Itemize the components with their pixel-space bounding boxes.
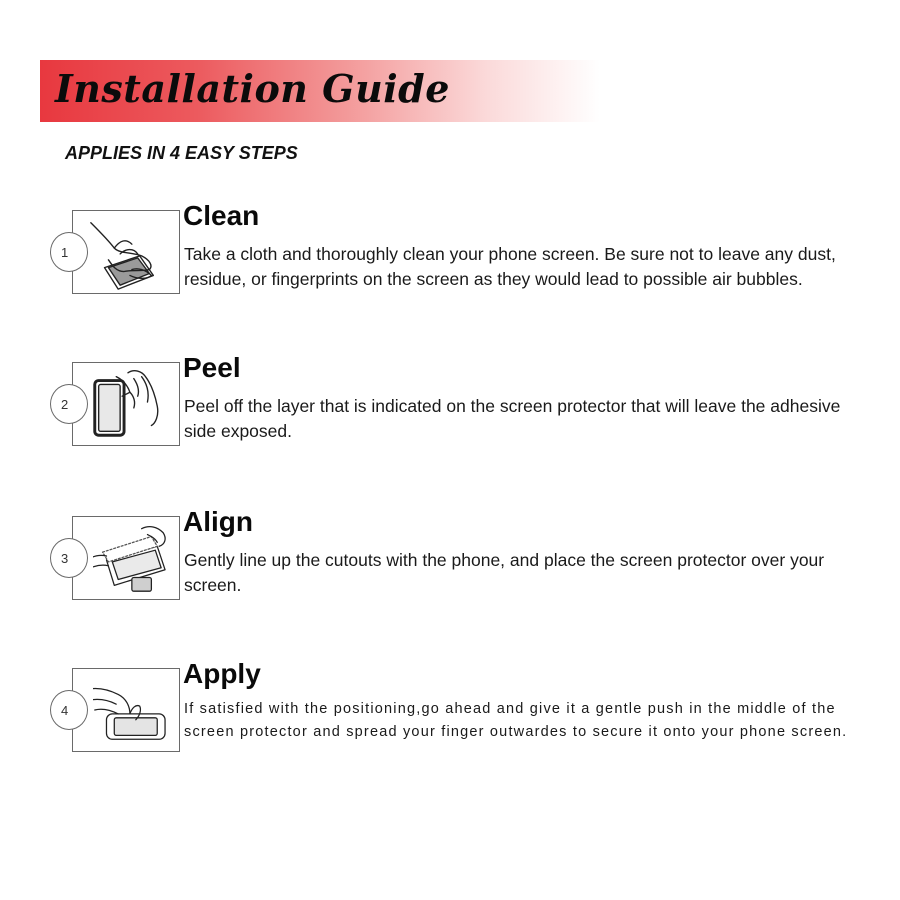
step-title: Apply xyxy=(183,658,261,689)
page-subtitle: APPLIES IN 4 EASY STEPS xyxy=(65,143,298,163)
step-title: Align xyxy=(183,506,253,537)
page-title: Installation Guide xyxy=(55,66,450,111)
step-number-badge: 3 xyxy=(50,538,88,578)
step-description: If satisfied with the positioning,go ahead and give it a gentle push in the middle of the screen protector and spread your finger outwardes to secure it onto your phone screen. xyxy=(184,701,848,740)
step-number-badge: 2 xyxy=(50,384,88,424)
step-description: Peel off the layer that is indicated on the screen protector that will leave the adhesive side exposed. xyxy=(184,396,841,441)
step-title: Clean xyxy=(183,200,260,231)
step-description: Take a cloth and thoroughly clean your phone screen. Be sure not to leave any dust, residue, or fingerprints on the screen as they would lead to possible air bubbles. xyxy=(184,244,836,289)
step-description: Gently line up the cutouts with the phone, and place the screen protector over your screen. xyxy=(184,550,825,595)
step-number-badge: 1 xyxy=(50,232,88,272)
step-number-badge: 4 xyxy=(50,690,88,730)
step-title: Peel xyxy=(183,352,241,383)
